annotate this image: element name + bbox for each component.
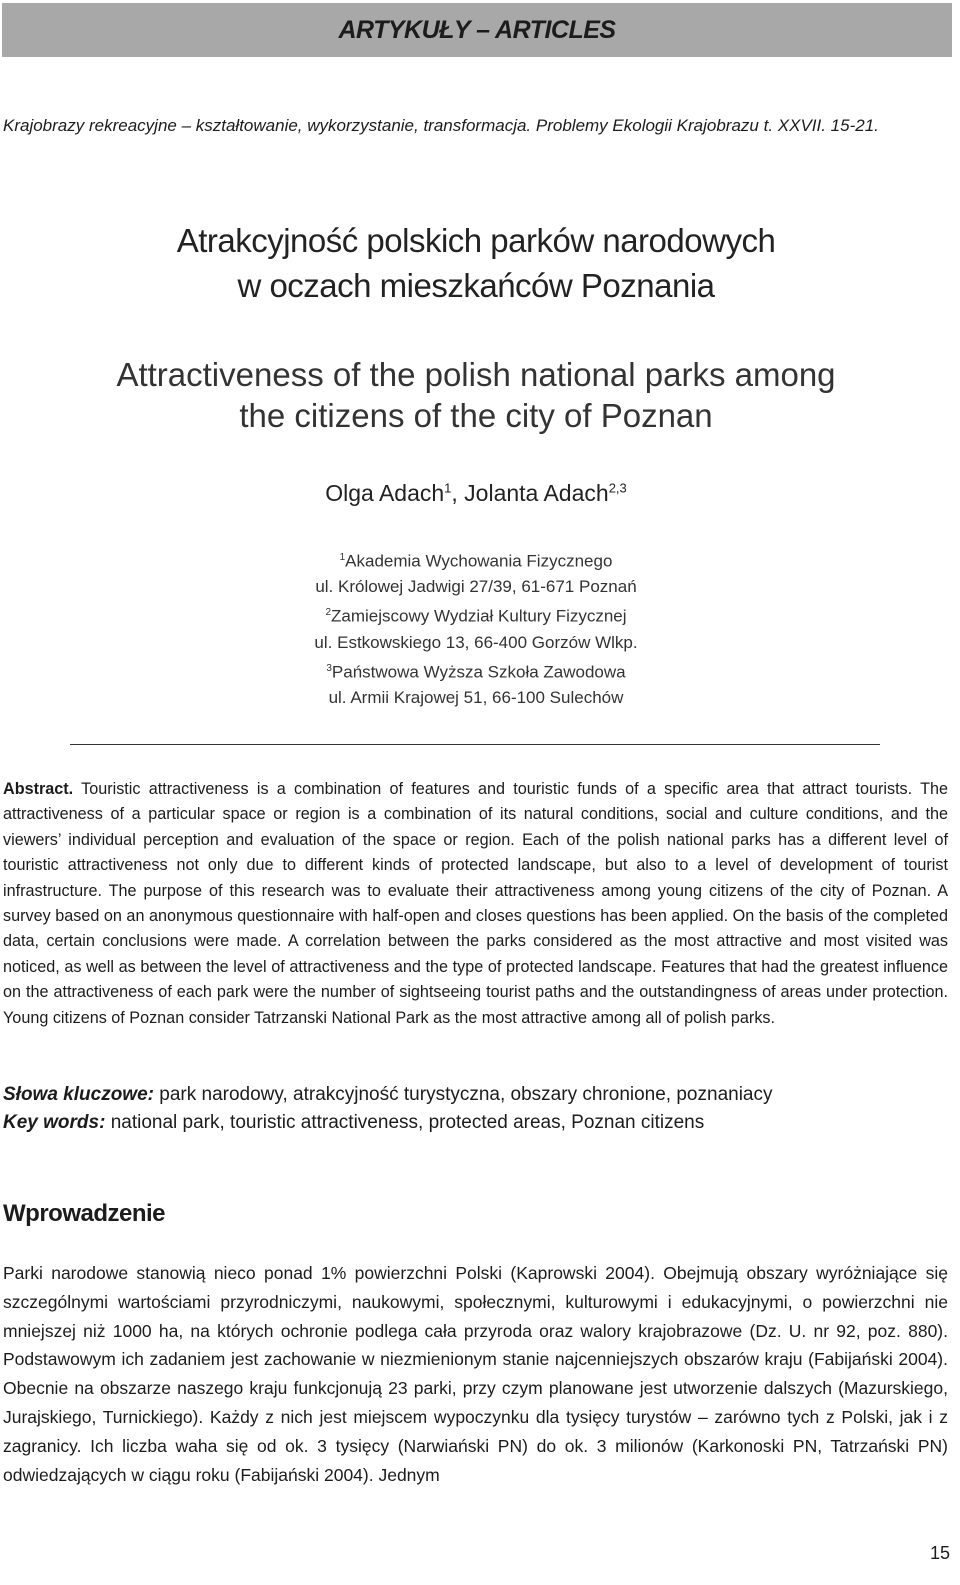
author-name: Olga Adach xyxy=(325,480,445,506)
affiliations xyxy=(0,545,952,711)
affiliation-address: ul. Królowej Jadwigi 27/39, 61-671 Poznań xyxy=(315,577,637,597)
affiliation-name: $^3$Państwowa Wyższa Szkoła Zawodowa xyxy=(326,662,626,682)
author-separator: , xyxy=(451,480,465,506)
title-polish xyxy=(0,218,952,308)
author-list xyxy=(0,480,952,507)
affiliation-mark: 2 xyxy=(325,607,332,619)
abstract-text: Touristic attractiveness is a combination of features and touristic funds of a specific area that attract tourists. The attractiveness of a particular space or region is a combination of its natural conditions, social and culture conditions, and the viewers’ individual perception and evaluation of the space or region. Each of the polish national parks has a different level of touristic attractiveness not only due to different kinds of protected landscape, but also to a level of development of tourist infrastructure. The purpose of this research was to evaluate their attractiveness among young citizens of the city of Poznan. A survey based on an anonymous questionnaire with half-open and closes questions has been applied. On the basis of the completed data, certain conclusions were made. A correlation between the parks considered as the most attractive and most visited was noticed, as well as between the level of attractiveness and the type of protected landscape. Features that had the greatest influence on the attractiveness of each park were the number of sightseeing tourist paths and the outstandingness of areas under protection. Young citizens of Poznan consider Tatrzanski National Park as the most attractive among all of polish parks. xyxy=(3,780,948,1027)
author-affiliation-mark: 2,3 xyxy=(608,480,627,496)
title-polish-line-1: Atrakcyjność polskich parków narodowych xyxy=(176,222,776,259)
affiliation-mark: 1 xyxy=(339,552,346,563)
title-english xyxy=(0,354,952,436)
title-polish-line-2: w oczach mieszkańców Poznania xyxy=(237,267,715,304)
affiliation-address: ul. Estkowskiego 13, 66-400 Gorzów Wlkp. xyxy=(314,632,638,652)
section-heading: Wprowadzenie xyxy=(3,1200,166,1227)
journal-citation: Krajobrazy rekreacyjne – kształtowanie, wykorzystanie, transformacja. Problemy Ekologii Krajobrazu t. XXVII. 15-21. xyxy=(3,116,879,135)
affiliation-name: $^2$Zamiejscowy Wydział Kultury Fizycznej xyxy=(325,606,627,626)
abstract xyxy=(3,777,948,1031)
keywords-polish xyxy=(3,1084,948,1106)
page-number: 15 xyxy=(929,1543,950,1563)
section-banner xyxy=(2,3,952,57)
affiliation-name: $^1$Akademia Wychowania Fizycznego xyxy=(339,551,613,571)
title-english-line-1: Attractiveness of the polish national parks among xyxy=(116,356,836,393)
title-english-line-2: the citizens of the city of Poznan xyxy=(239,397,713,434)
author-affiliation-mark: 1 xyxy=(444,480,452,496)
section-body: Parki narodowe stanowią nieco ponad 1% powierzchni Polski (Kaprowski 2004). Obejmują obszary wyróżniające się szczególnymi wartościami przyrodniczymi, naukowymi, społecznymi, kulturowymi i edukacyjnymi, o powierzchni nie mniejszej niż 1000 ha, na których ochronie podlega cała przyroda oraz walory krajobrazowe (Dz. U. nr 92, poz. 880). Podstawowym ich zadaniem jest zachowanie w niezmienionym stanie najcenniejszych obszarów kraju (Fabijański 2004). Obecnie na obszarze naszego kraju funkcjonują 23 parki, przy czym planowane jest utworzenie dalszych (Mazurskiego, Jurajskiego, Turnickiego). Każdy z nich jest miejscem wypoczynku dla tysięcy turystów – zarówno tych z Polski, jak i z zagranicy. Ich liczba waha się od ok. 3 tysięcy (Narwiański PN) do ok. 3 milionów (Karkonoski PN, Tatrzański PN) odwiedzających w ciągu roku (Fabijański 2004). Jednym xyxy=(3,1263,948,1485)
keywords-english-text: national park, touristic attractiveness, protected areas, Poznan citizens xyxy=(105,1112,705,1133)
affiliation-address: ul. Armii Krajowej 51, 66-100 Sulechów xyxy=(328,687,624,707)
banner-title: ARTYKUŁY – ARTICLES xyxy=(338,15,616,44)
abstract-label: Abstract. xyxy=(3,780,74,798)
keywords-polish-text: park narodowy, atrakcyjność turystyczna, obszary chronione, poznaniacy xyxy=(153,1084,773,1105)
keywords-polish-label: Słowa kluczowe: xyxy=(3,1084,154,1105)
divider xyxy=(70,744,880,745)
author-name: Jolanta Adach xyxy=(464,480,609,506)
keywords-english xyxy=(3,1112,948,1134)
affiliation-mark: 3 xyxy=(326,662,332,674)
keywords-english-label: Key words: xyxy=(3,1112,106,1133)
